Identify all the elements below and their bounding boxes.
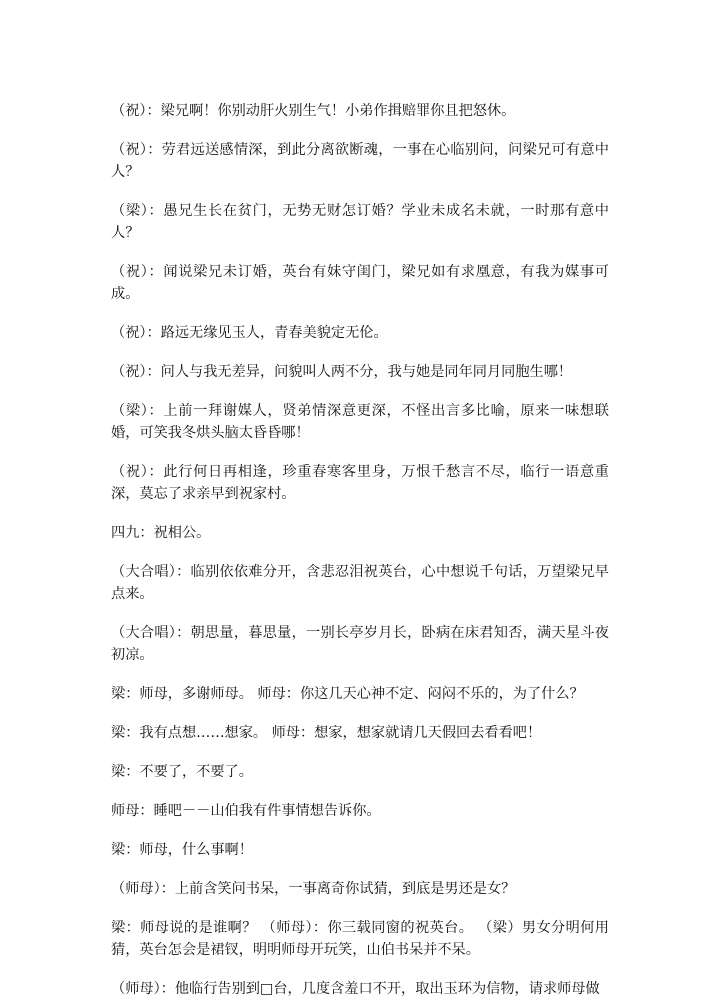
paragraph: （祝）：劳君远送感情深，到此分离欲断魂，一事在心临别问，问梁兄可有意中人？: [111, 142, 609, 180]
paragraph: 梁：师母说的是谁啊？ （师母）：你三载同窗的祝英台。 （梁）男女分明何用猜，英台怎会是裙钗，明明师母开玩笑，山伯书呆并不呆。: [111, 920, 609, 958]
paragraph: 梁：师母，什么事啊！: [111, 842, 253, 858]
paragraph: 梁：我有点想……想家。 师母：想家，想家就请几天假回去看看吧！: [111, 725, 542, 741]
paragraph: （祝）：问人与我无差异，问貌叫人两不分，我与她是同年同月同胞生哪！: [111, 364, 573, 380]
paragraph: 四九：祝相公。: [111, 525, 211, 541]
paragraph: （梁）：上前一拜谢媒人，贤弟情深意更深，不怪出言多比喻，原来一味想联婚，可笑我冬烘头脑太昏昏哪！: [111, 403, 609, 441]
paragraph: （祝）：闻说梁兄未订婚，英台有妹守闺门，梁兄如有求凰意，有我为媒事可成。: [111, 264, 609, 302]
paragraph: （师母）：上前含笑问书呆，一事离奇你试猜，到底是男还是女？: [111, 881, 516, 897]
paragraph: （祝）：路远无缘见玉人，青春美貌定无伦。: [111, 325, 388, 341]
paragraph: （祝）：此行何日再相逢，珍重春寒客里身，万恨千愁言不尽，临行一语意重深，莫忘了求亲早到祝家村。: [111, 464, 609, 502]
paragraph: （师母）：他临行告别到□台，几度含羞口不开，取出玉环为信物，请求师母做: [111, 981, 600, 997]
paragraph: 师母：睡吧－－山伯我有件事情想告诉你。: [111, 803, 381, 819]
paragraph: （梁）：愚兄生长在贫门，无势无财怎订婚？学业未成名未就，一时那有意中人？: [111, 203, 609, 241]
paragraph: （祝）：梁兄啊！你别动肝火别生气！小弟作揖赔罪你且把怒休。: [111, 103, 516, 119]
paragraph: （大合唱）：朝思量，暮思量，一别长亭岁月长，卧病在床君知否，满天星斗夜初凉。: [111, 625, 609, 663]
paragraph: 梁：不要了，不要了。: [111, 764, 253, 780]
paragraph: 梁：师母，多谢师母。 师母：你这几天心神不定、闷闷不乐的，为了什么？: [111, 686, 584, 702]
paragraph: （大合唱）：临别依依难分开，含悲忍泪祝英台，心中想说千句话，万望梁兄早点来。: [111, 564, 609, 602]
